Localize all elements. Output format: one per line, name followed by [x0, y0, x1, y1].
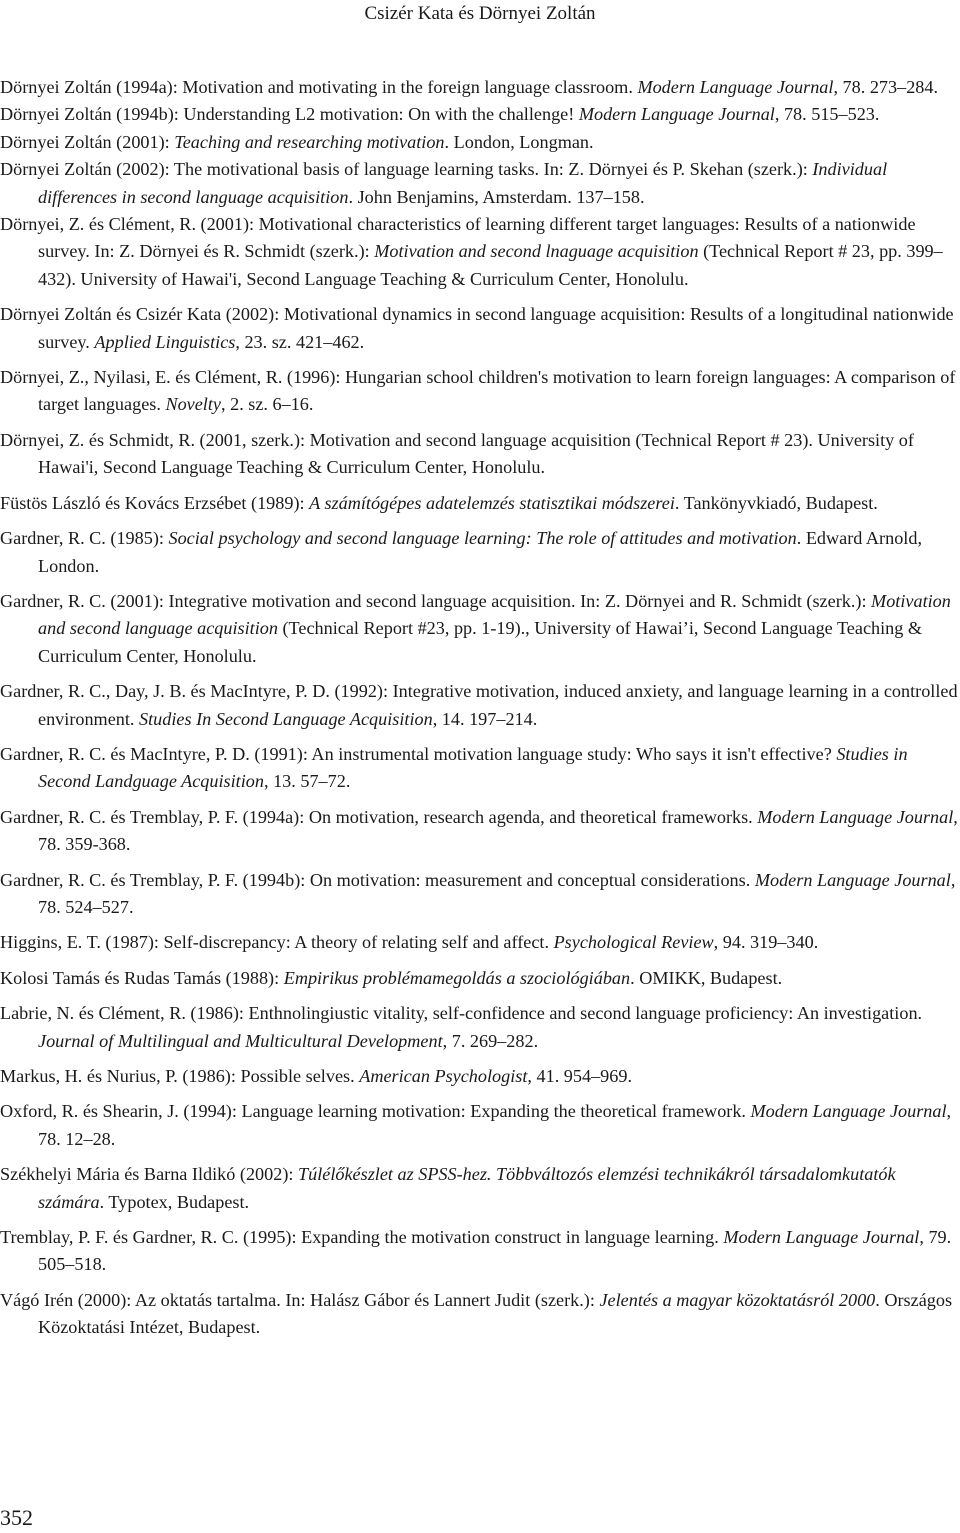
- reference-entry: [0, 588, 958, 670]
- reference-entry: [0, 965, 958, 992]
- reference-text: , 23. sz. 421–462.: [235, 331, 365, 352]
- reference-text: Gardner, R. C. és Tremblay, P. F. (1994a): On motivation, research agenda, and theoretical frameworks.: [0, 806, 758, 827]
- reference-text: Székhelyi Mária és Barna Ildikó (2002):: [0, 1164, 298, 1185]
- reference-text: , 94. 319–340.: [713, 932, 819, 953]
- reference-entry: [0, 74, 958, 101]
- reference-text: . OMIKK, Budapest.: [630, 967, 783, 988]
- reference-title: Modern Language Journal: [637, 77, 834, 97]
- reference-text: Higgins, E. T. (1987): Self-discrepancy: A theory of relating self and affect.: [0, 932, 554, 953]
- reference-text: , 78. 273–284.: [833, 77, 939, 97]
- reference-title: Teaching and researching motivation: [174, 131, 445, 152]
- reference-entry: [0, 1000, 958, 1055]
- reference-text: Dörnyei Zoltán (2002): The motivational basis of language learning tasks. In: Z. Dörnyei és P. Skehan (szerk.):: [0, 159, 813, 180]
- reference-entry: [0, 211, 958, 293]
- reference-text: . John Benjamins, Amsterdam. 137–158.: [348, 186, 645, 207]
- reference-title: Motivation and second lnaguage acquisition: [374, 241, 699, 262]
- reference-entry: [0, 427, 958, 482]
- reference-title: Jelentés a magyar közoktatásról 2000: [599, 1289, 876, 1310]
- reference-text: Dörnyei, Z., Nyilasi, E. és Clément, R. (1996): Hungarian school children's motivation to learn foreign languages: A comparison of target languages.: [0, 367, 956, 415]
- reference-text: , 13. 57–72.: [263, 771, 351, 792]
- reference-text: Gardner, R. C. és MacIntyre, P. D. (1991): An instrumental motivation language study: Who says it isn't effective?: [0, 743, 837, 764]
- reference-text: , 78. 524–527.: [38, 869, 956, 917]
- reference-text: Dörnyei Zoltán (1994a): Motivation and motivating in the foreign language classroom.: [0, 77, 638, 97]
- reference-text: . Tankönyvkiadó, Budapest.: [674, 492, 878, 513]
- reference-entry: [0, 101, 958, 128]
- reference-title: Novelty: [165, 394, 221, 415]
- reference-text: Dörnyei, Z. és Schmidt, R. (2001, szerk.): Motivation and second language acquisition (Technical Report # 23). University of Hawai'i, Second Language Teaching & Curriculum Center, Honolulu.: [0, 429, 914, 478]
- reference-entry: [0, 1287, 958, 1342]
- reference-text: Tremblay, P. F. és Gardner, R. C. (1995): Expanding the motivation construct in language learning.: [0, 1227, 724, 1248]
- reference-entry: [0, 156, 958, 211]
- reference-text: Füstös László és Kovács Erzsébet (1989):: [0, 492, 310, 513]
- reference-entry: [0, 301, 958, 356]
- reference-text: Dörnyei, Z. és Clément, R. (2001): Motivational characteristics of learning different target languages: Results of a nationwide survey. In: Z. Dörnyei és R. Schmidt (szerk.):: [0, 214, 916, 262]
- reference-text: Vágó Irén (2000): Az oktatás tartalma. In: Halász Gábor és Lannert Judit (szerk.):: [0, 1289, 600, 1310]
- reference-title: Modern Language Journal: [754, 869, 951, 890]
- reference-text: Markus, H. és Nurius, P. (1986): Possible selves.: [0, 1066, 360, 1086]
- reference-title: Modern Language Journal: [757, 806, 954, 827]
- reference-text: Gardner, R. C. (1985):: [0, 528, 169, 549]
- reference-text: Kolosi Tamás és Rudas Tamás (1988):: [0, 967, 284, 988]
- reference-entry: [0, 804, 958, 859]
- reference-title: Individual differences in second language acquisition: [38, 159, 888, 207]
- reference-text: , 14. 197–214.: [432, 708, 538, 729]
- reference-entry: [0, 867, 958, 922]
- reference-text: . Edward Arnold, London.: [38, 528, 922, 576]
- reference-title: Modern Language Journal: [578, 104, 775, 125]
- reference-title: Empirikus problémamegoldás a szociológiában: [283, 967, 631, 988]
- reference-entry: [0, 1063, 958, 1090]
- reference-title: Social psychology and second language learning: The role of attitudes and motivation: [168, 528, 797, 549]
- reference-text: (Technical Report # 23, pp. 399–432). University of Hawai'i, Second Language Teaching & Curriculum Center, Honolulu.: [38, 241, 943, 289]
- reference-text: , 41. 954–969.: [527, 1066, 632, 1086]
- reference-text: . Országos Közoktatási Intézet, Budapest.: [38, 1289, 953, 1338]
- reference-entry: [0, 129, 958, 156]
- reference-text: . Typotex, Budapest.: [99, 1191, 250, 1212]
- reference-entry: [0, 1161, 958, 1216]
- running-header: Csizér Kata és Dörnyei Zoltán: [364, 3, 596, 24]
- reference-entry: [0, 490, 958, 517]
- page-number: 352: [0, 1505, 33, 1530]
- reference-text: , 7. 269–282.: [442, 1030, 539, 1051]
- reference-list: [0, 74, 958, 1350]
- reference-text: , 79. 505–518.: [38, 1227, 952, 1275]
- reference-title: Motivation and second language acquisition: [38, 590, 951, 639]
- reference-entry: [0, 678, 958, 733]
- reference-text: Gardner, R. C., Day, J. B. és MacIntyre, P. D. (1992): Integrative motivation, induced anxiety, and language learning in a controlled environment.: [0, 681, 958, 729]
- reference-title: Psychological Review: [553, 932, 714, 953]
- reference-text: Gardner, R. C. (2001): Integrative motivation and second language acquisition. In: Z. Dörnyei and R. Schmidt (szerk.):: [0, 590, 872, 611]
- reference-entry: [0, 929, 958, 956]
- reference-title: American Psychologist: [359, 1066, 528, 1086]
- reference-text: , 78. 12–28.: [38, 1101, 952, 1149]
- reference-text: Oxford, R. és Shearin, J. (1994): Language learning motivation: Expanding the theoretical framework.: [0, 1101, 751, 1122]
- reference-text: Dörnyei Zoltán (1994b): Understanding L2 motivation: On with the challenge!: [0, 104, 579, 125]
- reference-title: Applied Linguistics: [94, 331, 236, 352]
- reference-text: . London, Longman.: [444, 131, 594, 152]
- reference-entry: [0, 1098, 958, 1153]
- reference-text: (Technical Report #23, pp. 1-19)., University of Hawai’i, Second Language Teaching & Curriculum Center, Honolulu.: [38, 618, 923, 666]
- reference-entry: [0, 364, 958, 419]
- reference-entry: [0, 1224, 958, 1279]
- reference-text: Dörnyei Zoltán és Csizér Kata (2002): Motivational dynamics in second language acquisition: Results of a longitudinal nationwide survey.: [0, 304, 954, 352]
- reference-text: , 78. 515–523.: [774, 104, 880, 125]
- reference-entry: [0, 525, 958, 580]
- reference-title: Modern Language Journal: [750, 1101, 947, 1122]
- reference-text: , 2. sz. 6–16.: [221, 394, 314, 415]
- reference-title: Studies in Second Landguage Acquisition: [38, 743, 908, 792]
- reference-title: Journal of Multilingual and Multicultural Development: [38, 1030, 443, 1051]
- reference-text: , 78. 359-368.: [38, 806, 958, 855]
- reference-title: Modern Language Journal: [723, 1227, 920, 1248]
- reference-title: A számítógépes adatelemzés statisztikai módszerei: [309, 492, 675, 513]
- reference-text: Gardner, R. C. és Tremblay, P. F. (1994b): On motivation: measurement and conceptual considerations.: [0, 869, 755, 890]
- reference-title: Studies In Second Language Acquisition: [139, 708, 433, 729]
- reference-title: Túlélőkészlet az SPSS-hez. Többváltozós elemzési technikákról társadalomkutatók számára: [38, 1164, 896, 1212]
- reference-text: Dörnyei Zoltán (2001):: [0, 131, 175, 152]
- reference-text: Labrie, N. és Clément, R. (1986): Enthnolingiustic vitality, self-confidence and second language proficiency: An investigation.: [0, 1003, 923, 1024]
- reference-entry: [0, 741, 958, 796]
